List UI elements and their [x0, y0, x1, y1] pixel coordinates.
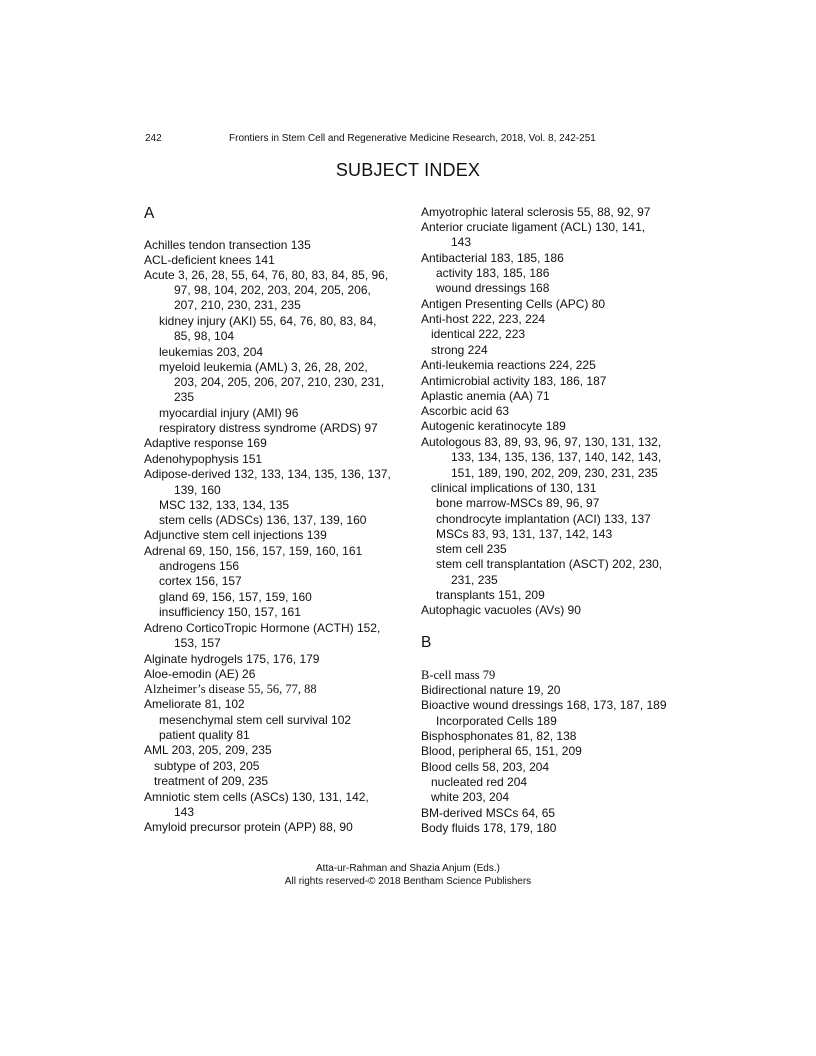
index-entry-continuation: 143: [174, 805, 195, 819]
index-entry-continuation: 85, 98, 104: [174, 329, 235, 343]
index-entry: Amyloid precursor protein (APP) 88, 90: [144, 820, 353, 834]
index-subentry: insufficiency 150, 157, 161: [159, 605, 301, 619]
index-subentry: leukemias 203, 204: [159, 345, 264, 359]
index-entry: Anti-leukemia reactions 224, 225: [421, 358, 596, 372]
index-subentry: strong 224: [431, 343, 488, 357]
index-subentry: activity 183, 185, 186: [436, 266, 550, 280]
index-entry: Body fluids 178, 179, 180: [421, 821, 557, 835]
index-entry: Bioactive wound dressings 168, 173, 187, 189: [421, 698, 667, 712]
index-entry: Autologous 83, 89, 93, 96, 97, 130, 131, 132,: [421, 435, 662, 449]
section-letter-b: B: [421, 634, 432, 651]
index-subentry: myeloid leukemia (AML) 3, 26, 28, 202,: [159, 360, 368, 374]
index-entry: Aloe-emodin (AE) 26: [144, 667, 256, 681]
index-entry: Adenohypophysis 151: [144, 452, 263, 466]
index-entry: BM-derived MSCs 64, 65: [421, 806, 556, 820]
index-subentry: gland 69, 156, 157, 159, 160: [159, 590, 312, 604]
index-subentry: stem cell 235: [436, 542, 507, 556]
section-letter-a: A: [144, 205, 155, 222]
footer-editors: Atta-ur-Rahman and Shazia Anjum (Eds.): [316, 863, 500, 874]
index-subentry: stem cell transplantation (ASCT) 202, 230,: [436, 557, 663, 571]
index-entry-continuation: 231, 235: [451, 573, 498, 587]
index-entry: Alzheimer’s disease 55, 56, 77, 88: [144, 682, 317, 696]
index-entry: Antibacterial 183, 185, 186: [421, 251, 564, 265]
index-subentry: MSCs 83, 93, 131, 137, 142, 143: [436, 527, 613, 541]
index-entry: Aplastic anemia (AA) 71: [421, 389, 550, 403]
index-entry: AML 203, 205, 209, 235: [144, 743, 272, 757]
footer-rights: All rights reserved-© 2018 Bentham Science Publishers: [284, 876, 532, 887]
index-entry: Adrenal 69, 150, 156, 157, 159, 160, 161: [144, 544, 363, 558]
index-entry: Anti-host 222, 223, 224: [421, 312, 546, 326]
index-entry: Bisphosphonates 81, 82, 138: [421, 729, 577, 743]
index-subentry: androgens 156: [159, 559, 240, 573]
index-entry-continuation: 235: [174, 390, 195, 404]
index-entry: Ascorbic acid 63: [421, 404, 510, 418]
index-entry: Ameliorate 81, 102: [144, 697, 245, 711]
index-entry: Blood cells 58, 203, 204: [421, 760, 550, 774]
index-entry: Adaptive response 169: [144, 436, 267, 450]
index-subentry: cortex 156, 157: [159, 574, 242, 588]
page-footer: [0, 862, 816, 888]
index-entry: Alginate hydrogels 175, 176, 179: [144, 652, 320, 666]
index-entry: Adipose-derived 132, 133, 134, 135, 136, 137,: [144, 467, 391, 481]
index-subentry: patient quality 81: [159, 728, 250, 742]
index-subentry: transplants 151, 209: [436, 588, 545, 602]
index-entry: Antigen Presenting Cells (APC) 80: [421, 297, 606, 311]
index-entry-continuation: 151, 189, 190, 202, 209, 230, 231, 235: [451, 466, 658, 480]
index-entry-continuation: 139, 160: [174, 483, 221, 497]
index-entry-continuation: 153, 157: [174, 636, 221, 650]
index-entry-continuation: 133, 134, 135, 136, 137, 140, 142, 143,: [451, 450, 662, 464]
index-subentry: wound dressings 168: [436, 281, 550, 295]
index-subentry: mesenchymal stem cell survival 102: [159, 713, 352, 727]
page-title: SUBJECT INDEX: [335, 160, 481, 180]
index-subentry: bone marrow-MSCs 89, 96, 97: [436, 496, 600, 510]
index-subentry: stem cells (ADSCs) 136, 137, 139, 160: [159, 513, 367, 527]
index-entry: Acute 3, 26, 28, 55, 64, 76, 80, 83, 84, 85, 96,: [144, 268, 389, 282]
index-entry-continuation: 207, 210, 230, 231, 235: [174, 298, 301, 312]
index-entry: Amniotic stem cells (ASCs) 130, 131, 142,: [144, 790, 369, 804]
index-subentry: identical 222, 223: [431, 327, 526, 341]
index-entry: Bidirectional nature 19, 20: [421, 683, 561, 697]
index-subentry: MSC 132, 133, 134, 135: [159, 498, 290, 512]
index-entry: Adjunctive stem cell injections 139: [144, 528, 327, 542]
index-entry: Achilles tendon transection 135: [144, 238, 311, 252]
index-subentry: clinical implications of 130, 131: [431, 481, 597, 495]
index-subentry: myocardial injury (AMI) 96: [159, 406, 299, 420]
index-entry: Anterior cruciate ligament (ACL) 130, 141,: [421, 220, 646, 234]
index-subentry: chondrocyte implantation (ACI) 133, 137: [436, 512, 651, 526]
index-entry: Autophagic vacuoles (AVs) 90: [421, 603, 581, 617]
index-entry: Antimicrobial activity 183, 186, 187: [421, 374, 607, 388]
index-entry: Blood, peripheral 65, 151, 209: [421, 744, 582, 758]
index-subentry: treatment of 209, 235: [154, 774, 269, 788]
index-entry: Adreno CorticoTropic Hormone (ACTH) 152,: [144, 621, 381, 635]
index-subentry: subtype of 203, 205: [154, 759, 260, 773]
index-subentry: nucleated red 204: [431, 775, 528, 789]
index-subentry: respiratory distress syndrome (ARDS) 97: [159, 421, 378, 435]
index-subentry: kidney injury (AKI) 55, 64, 76, 80, 83, 84,: [159, 314, 377, 328]
index-subentry: white 203, 204: [431, 790, 510, 804]
page-number: 242: [145, 133, 162, 144]
index-entry-continuation: 143: [451, 235, 472, 249]
index-entry: Autogenic keratinocyte 189: [421, 419, 566, 433]
index-entry-continuation: 97, 98, 104, 202, 203, 204, 205, 206,: [174, 283, 371, 297]
index-entry-continuation: 203, 204, 205, 206, 207, 210, 230, 231,: [174, 375, 385, 389]
index-subentry: Incorporated Cells 189: [436, 714, 557, 728]
index-entry: B-cell mass 79: [421, 668, 496, 682]
index-entry: Amyotrophic lateral sclerosis 55, 88, 92, 97: [421, 205, 651, 219]
running-head: Frontiers in Stem Cell and Regenerative Medicine Research, 2018, Vol. 8, 242-251: [229, 133, 596, 144]
index-entry: ACL-deficient knees 141: [144, 253, 275, 267]
